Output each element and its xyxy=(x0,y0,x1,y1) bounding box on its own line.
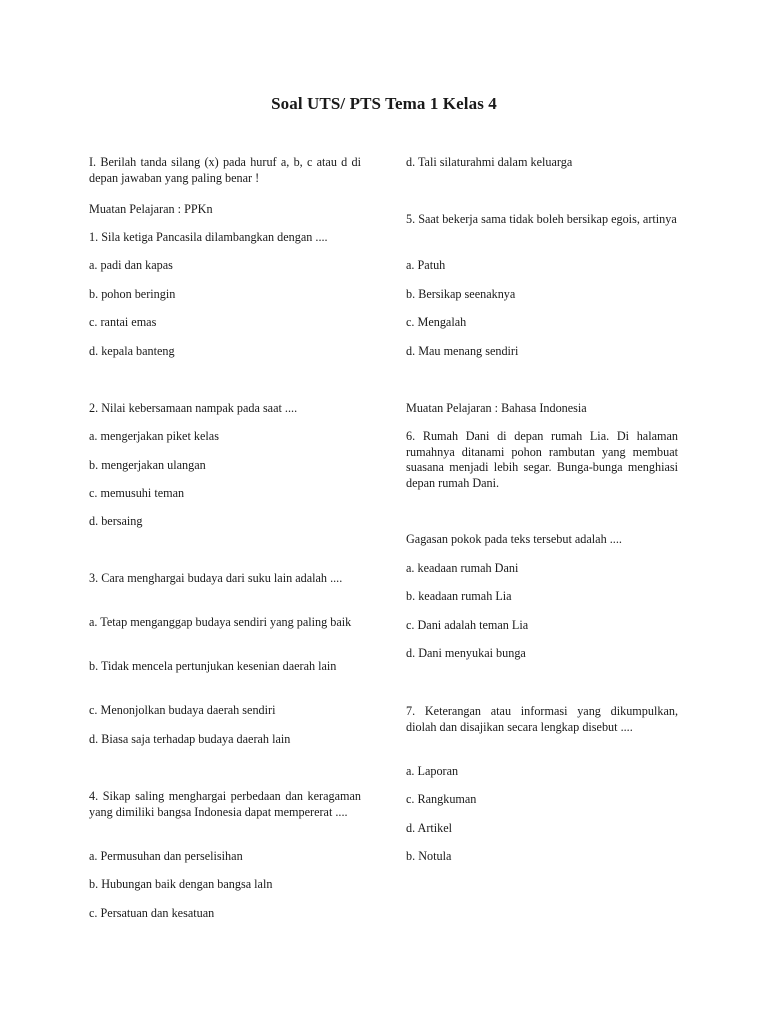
q3-option-b: b. Tidak mencela pertunjukan kesenian daerah lain xyxy=(89,659,337,673)
q2-option-c: c. memusuhi teman xyxy=(89,486,185,500)
instruction-text: I. Berilah tanda silang (x) pada huruf a, b, c atau d di depan jawaban yang paling benar ! xyxy=(89,155,361,185)
q6-option-c: c. Dani adalah teman Lia xyxy=(406,618,529,632)
q1-option-a: a. padi dan kapas xyxy=(89,258,173,272)
q4-option-c: c. Persatuan dan kesatuan xyxy=(89,906,215,920)
question-1: 1. Sila ketiga Pancasila dilambangkan dengan .... xyxy=(89,230,328,244)
q1-option-b: b. pohon beringin xyxy=(89,287,176,301)
question-4: 4. Sikap saling menghargai perbedaan dan keragaman yang dimiliki bangsa Indonesia dapat mempererat .... xyxy=(89,789,361,819)
question-6: Gagasan pokok pada teks tersebut adalah .... xyxy=(406,532,622,546)
q1-option-c: c. rantai emas xyxy=(89,315,157,329)
q4-option-a: a. Permusuhan dan perselisihan xyxy=(89,849,243,863)
q7-option-c: c. Rangkuman xyxy=(406,792,477,806)
subject-heading-bahasa-indonesia: Muatan Pelajaran : Bahasa Indonesia xyxy=(406,401,587,415)
q7-option-d: d. Artikel xyxy=(406,821,453,835)
q6-option-d: d. Dani menyukai bunga xyxy=(406,646,526,660)
q6-option-b: b. keadaan rumah Lia xyxy=(406,589,512,603)
question-3: 3. Cara menghargai budaya dari suku lain adalah .... xyxy=(89,571,343,585)
q5-option-a: a. Patuh xyxy=(406,258,446,272)
q3-option-a: a. Tetap menganggap budaya sendiri yang paling baik xyxy=(89,615,352,629)
q2-option-a: a. mengerjakan piket kelas xyxy=(89,429,219,443)
subject-heading-ppkn: Muatan Pelajaran : PPKn xyxy=(89,202,213,216)
q5-option-c: c. Mengalah xyxy=(406,315,467,329)
question-2: 2. Nilai kebersamaan nampak pada saat .... xyxy=(89,401,298,415)
q6-option-a: a. keadaan rumah Dani xyxy=(406,561,519,575)
q2-option-b: b. mengerjakan ulangan xyxy=(89,458,206,472)
question-6-passage: 6. Rumah Dani di depan rumah Lia. Di halaman rumahnya ditanami pohon rambutan yang membuat suasana menjadi lebih segar. Bunga-bunga menghiasi depan rumah Dani. xyxy=(406,429,678,490)
question-5: 5. Saat bekerja sama tidak boleh bersikap egois, artinya xyxy=(406,212,677,226)
q5-option-d: d. Mau menang sendiri xyxy=(406,344,519,358)
q4-option-d: d. Tali silaturahmi dalam keluarga xyxy=(406,155,573,169)
q7-option-b: b. Notula xyxy=(406,849,452,863)
page-title: Soal UTS/ PTS Tema 1 Kelas 4 xyxy=(271,94,497,113)
question-7: 7. Keterangan atau informasi yang dikumpulkan, diolah dan disajikan secara lengkap disebut .... xyxy=(406,704,678,734)
q7-option-a: a. Laporan xyxy=(406,764,459,778)
q3-option-c: c. Menonjolkan budaya daerah sendiri xyxy=(89,703,276,717)
q2-option-d: d. bersaing xyxy=(89,514,143,528)
q3-option-d: d. Biasa saja terhadap budaya daerah lain xyxy=(89,732,291,746)
q1-option-d: d. kepala banteng xyxy=(89,344,175,358)
q5-option-b: b. Bersikap seenaknya xyxy=(406,287,516,301)
q4-option-b: b. Hubungan baik dengan bangsa laln xyxy=(89,877,273,891)
